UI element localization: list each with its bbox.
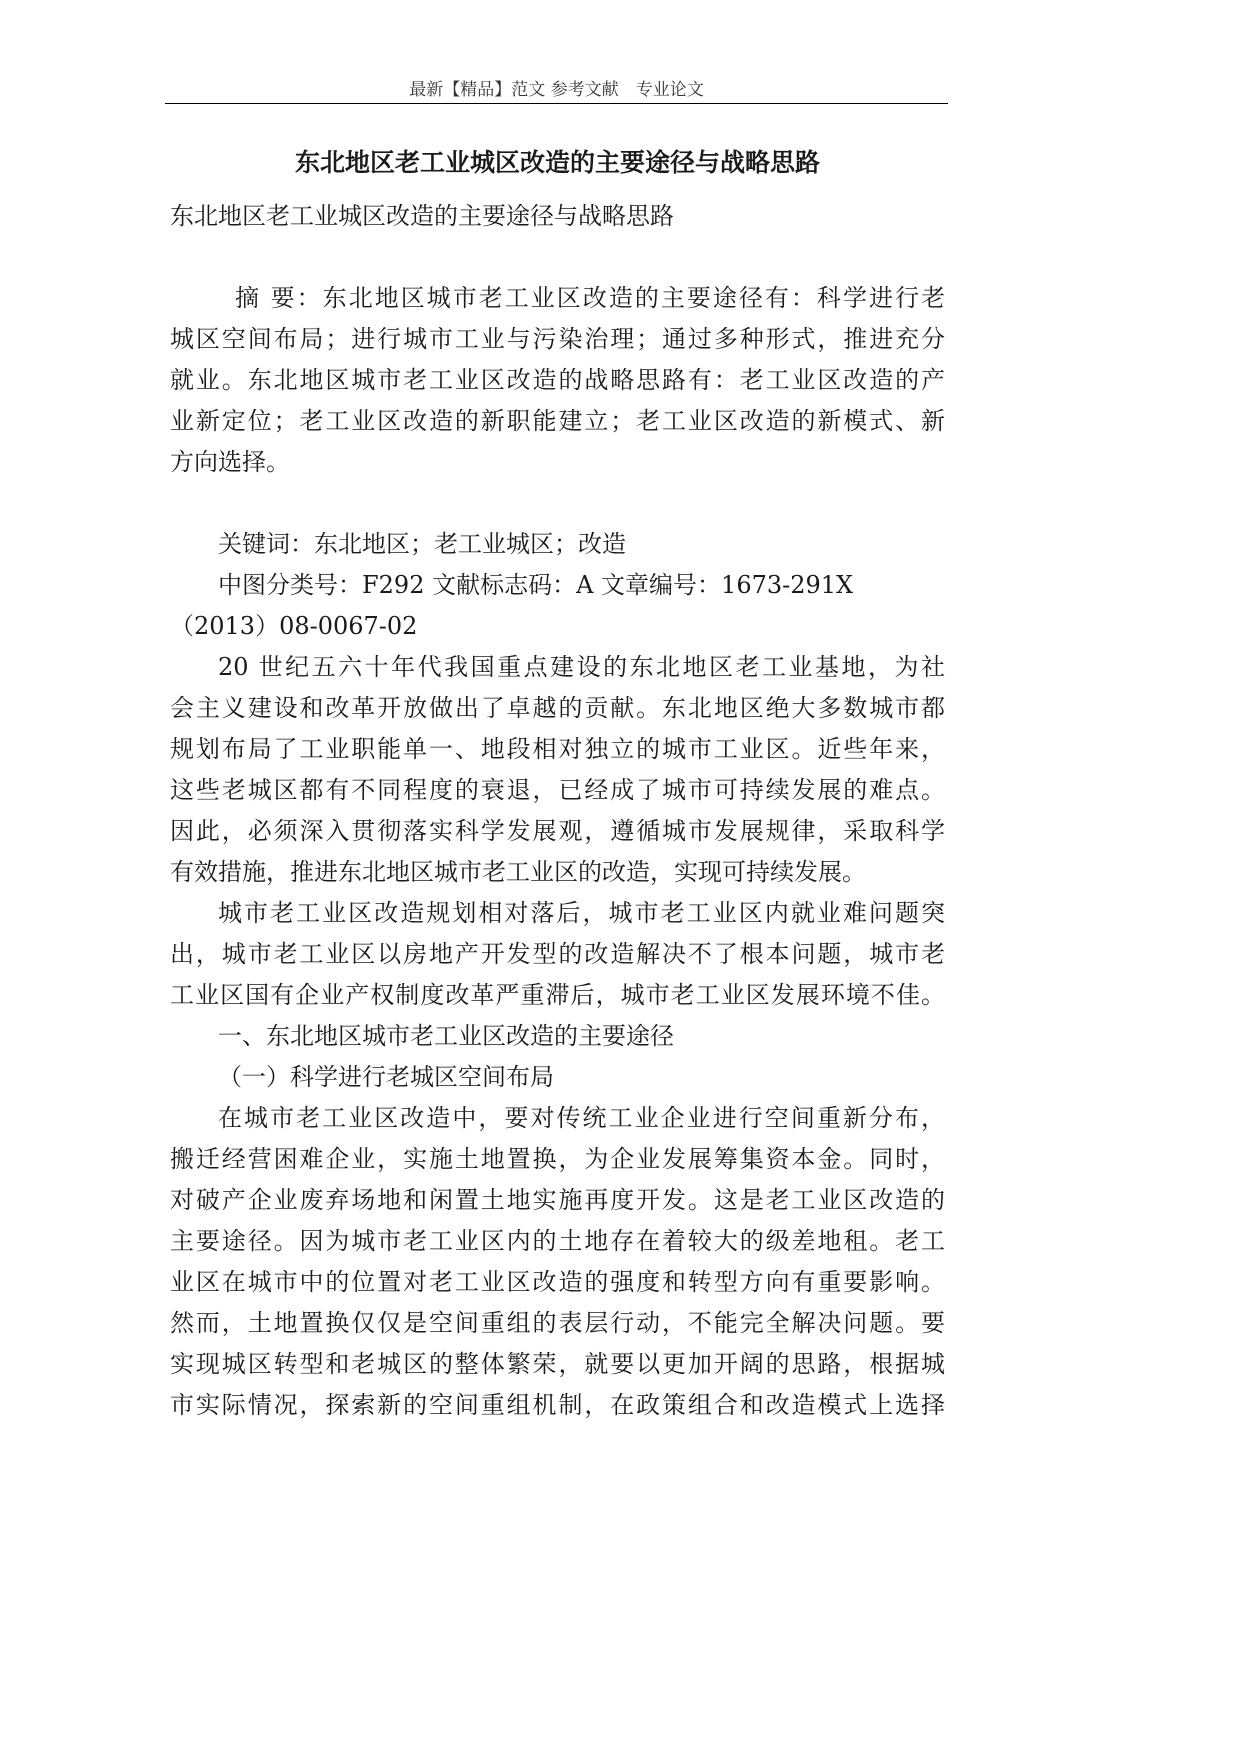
paragraph-line: 工业区国有企业产权制度改革严重滞后，城市老工业区发展环境不佳。 bbox=[170, 981, 945, 1009]
keywords-line: 关键词：东北地区；老工业城区；改造 bbox=[218, 530, 626, 558]
text-column bbox=[170, 196, 945, 1426]
header-rule bbox=[165, 103, 948, 104]
paragraph-line: 这些老城区都有不同程度的衰退，已经成了城市可持续发展的难点。 bbox=[170, 776, 945, 804]
paragraph-line: 会主义建设和改革开放做出了卓越的贡献。东北地区绝大多数城市都 bbox=[170, 694, 945, 722]
paragraph-line: 然而，土地置换仅仅是空间重组的表层行动，不能完全解决问题。要 bbox=[170, 1309, 945, 1337]
paragraph-line: 主要途径。因为城市老工业区内的土地存在着较大的级差地租。老工 bbox=[170, 1227, 945, 1255]
abstract-line: 摘 要：东北地区城市老工业区改造的主要途径有：科学进行老 bbox=[235, 284, 945, 312]
paragraph-line: 市实际情况，探索新的空间重组机制，在政策组合和改造模式上选择 bbox=[170, 1391, 945, 1419]
blank-line bbox=[170, 483, 945, 524]
paragraph-line: 实现城区转型和老城区的整体繁荣，就要以更加开阔的思路，根据城 bbox=[170, 1350, 945, 1378]
document-title: 东北地区老工业城区改造的主要途径与战略思路 bbox=[294, 148, 820, 177]
classification bbox=[170, 565, 945, 647]
intro-paragraph bbox=[170, 647, 945, 893]
abstract-line: 城区空间布局；进行城市工业与污染治理；通过多种形式，推进充分 bbox=[170, 325, 945, 353]
subtitle: 东北地区老工业城区改造的主要途径与战略思路 bbox=[170, 202, 674, 230]
paragraph-line: 城市老工业区改造规划相对落后，城市老工业区内就业难问题突 bbox=[218, 899, 945, 927]
blank-line bbox=[170, 237, 945, 278]
classification-line: 中图分类号：F292 文献标志码：A 文章编号：1673-291X bbox=[218, 571, 854, 599]
paragraph-line: 搬迁经营困难企业，实施土地置换，为企业发展筹集资本金。同时， bbox=[170, 1145, 945, 1173]
paragraph-line: 因此，必须深入贯彻落实科学发展观，遵循城市发展规律，采取科学 bbox=[170, 817, 945, 845]
section-paragraph bbox=[170, 1098, 945, 1426]
abstract bbox=[170, 278, 945, 483]
paragraph-line: 规划布局了工业职能单一、地段相对独立的城市工业区。近些年来， bbox=[170, 735, 945, 763]
running-header: 最新【精品】范文 参考文献 专业论文 bbox=[409, 80, 704, 100]
paragraph-line: 业区在城市中的位置对老工业区改造的强度和转型方向有重要影响。 bbox=[170, 1268, 945, 1296]
abstract-line: 就业。东北地区城市老工业区改造的战略思路有：老工业区改造的产 bbox=[170, 366, 945, 394]
paragraph-line: 20 世纪五六十年代我国重点建设的东北地区老工业基地，为社 bbox=[218, 653, 945, 681]
abstract-line: 方向选择。 bbox=[170, 448, 290, 476]
paragraph-line: 有效措施，推进东北地区城市老工业区的改造，实现可持续发展。 bbox=[170, 858, 866, 886]
section-heading: 一、东北地区城市老工业区改造的主要途径 bbox=[218, 1022, 674, 1050]
abstract-line: 业新定位；老工业区改造的新职能建立；老工业区改造的新模式、新 bbox=[170, 407, 945, 435]
paragraph-line: 出，城市老工业区以房地产开发型的改造解决不了根本问题，城市老 bbox=[170, 940, 945, 968]
intro-paragraph bbox=[170, 893, 945, 1016]
paragraph-line: 对破产企业废弃场地和闲置土地实施再度开发。这是老工业区改造的 bbox=[170, 1186, 945, 1214]
subsection-heading: （一）科学进行老城区空间布局 bbox=[218, 1063, 554, 1091]
classification-line: （2013）08-0067-02 bbox=[170, 612, 418, 640]
paragraph-line: 在城市老工业区改造中，要对传统工业企业进行空间重新分布， bbox=[218, 1104, 945, 1132]
